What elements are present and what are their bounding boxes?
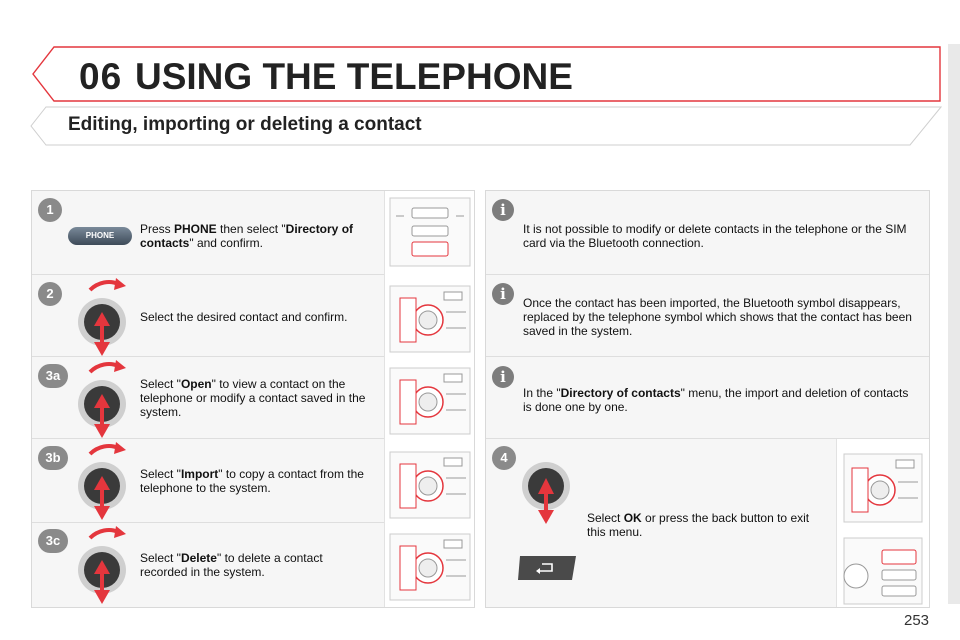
step-3b-mid: " to copy a contact from the telephone to the system. bbox=[140, 467, 364, 495]
control-panel-thumbnail bbox=[388, 366, 472, 436]
rotary-knob-icon bbox=[72, 442, 132, 522]
rotary-knob-icon bbox=[72, 526, 132, 606]
step-1-bold1: PHONE bbox=[174, 222, 217, 236]
control-panel-thumbnail bbox=[388, 532, 472, 602]
step-1-mid: then select " bbox=[216, 222, 286, 236]
step-badge-4: 4 bbox=[492, 446, 516, 470]
step-1-bold2: Directory of contacts bbox=[140, 222, 354, 250]
note-3-bold: Directory of contacts bbox=[560, 386, 681, 400]
note-2-pre: Once the contact has been imported, the Bluetooth symbol disappears, replaced by the telephone symbol which shows that the contact has been saved in the system. bbox=[523, 296, 912, 338]
step-1-post: " and confirm. bbox=[189, 236, 263, 250]
step-4-text bbox=[587, 511, 831, 539]
control-panel-thumbnail bbox=[388, 196, 472, 268]
note-1-text bbox=[523, 222, 919, 250]
step-2-text bbox=[140, 310, 372, 324]
page-title: USING THE TELEPHONE bbox=[135, 56, 573, 97]
step-3b-bold: Import bbox=[180, 467, 219, 481]
rotary-knob-icon bbox=[72, 360, 132, 440]
step-3c-text bbox=[140, 551, 372, 579]
rotary-knob-icon bbox=[516, 452, 576, 524]
control-panel-thumbnail bbox=[388, 284, 472, 354]
step-badge-3b: 3b bbox=[38, 446, 68, 470]
control-panel-thumbnail bbox=[388, 450, 472, 520]
rotary-knob-icon bbox=[72, 278, 132, 358]
step-3c-bold: Delete bbox=[180, 551, 217, 565]
note-3-pre: In the " bbox=[523, 386, 561, 400]
control-panel-thumbnail bbox=[842, 452, 924, 524]
step-badge-1: 1 bbox=[38, 198, 62, 222]
step-badge-3a: 3a bbox=[38, 364, 68, 388]
section-subtitle: Editing, importing or deleting a contact bbox=[68, 114, 422, 135]
note-3-text bbox=[523, 386, 919, 414]
info-icon: i bbox=[492, 199, 514, 221]
step-badge-2: 2 bbox=[38, 282, 62, 306]
back-button-icon bbox=[516, 554, 578, 582]
chapter-number: 06 bbox=[79, 56, 123, 97]
step-4-bold: OK bbox=[623, 511, 642, 525]
phone-button-icon: PHONE bbox=[68, 227, 132, 245]
step-1-text bbox=[140, 222, 372, 250]
step-3b-pre: Select " bbox=[140, 467, 181, 481]
info-icon: i bbox=[492, 283, 514, 305]
step-3c-pre: Select " bbox=[140, 551, 181, 565]
step-1-pre: Press bbox=[140, 222, 175, 236]
control-panel-thumbnail bbox=[842, 536, 924, 606]
step-badge-3c: 3c bbox=[38, 529, 68, 553]
step-4-post: or press the back button to exit this menu. bbox=[587, 511, 810, 539]
step-2-pre: Select the desired contact and confirm. bbox=[140, 310, 348, 324]
step-3a-bold: Open bbox=[180, 377, 212, 391]
note-2-text bbox=[523, 296, 919, 338]
step-4-pre: Select bbox=[587, 511, 624, 525]
step-3a-mid: " to view a contact on the telephone or modify a contact saved in the system. bbox=[140, 377, 366, 419]
step-3a-text bbox=[140, 377, 368, 419]
note-3-post: " menu, the import and deletion of contacts is done one by one. bbox=[523, 386, 909, 414]
note-1-pre: It is not possible to modify or delete contacts in the telephone or the SIM card via the Bluetooth connection. bbox=[523, 222, 907, 250]
step-3a-pre: Select " bbox=[140, 377, 181, 391]
step-3c-mid: " to delete a contact recorded in the system. bbox=[140, 551, 323, 579]
page-number: 253 bbox=[904, 612, 930, 629]
page-edge-strip bbox=[948, 44, 960, 604]
step-3b-text bbox=[140, 467, 372, 495]
info-icon: i bbox=[492, 366, 514, 388]
